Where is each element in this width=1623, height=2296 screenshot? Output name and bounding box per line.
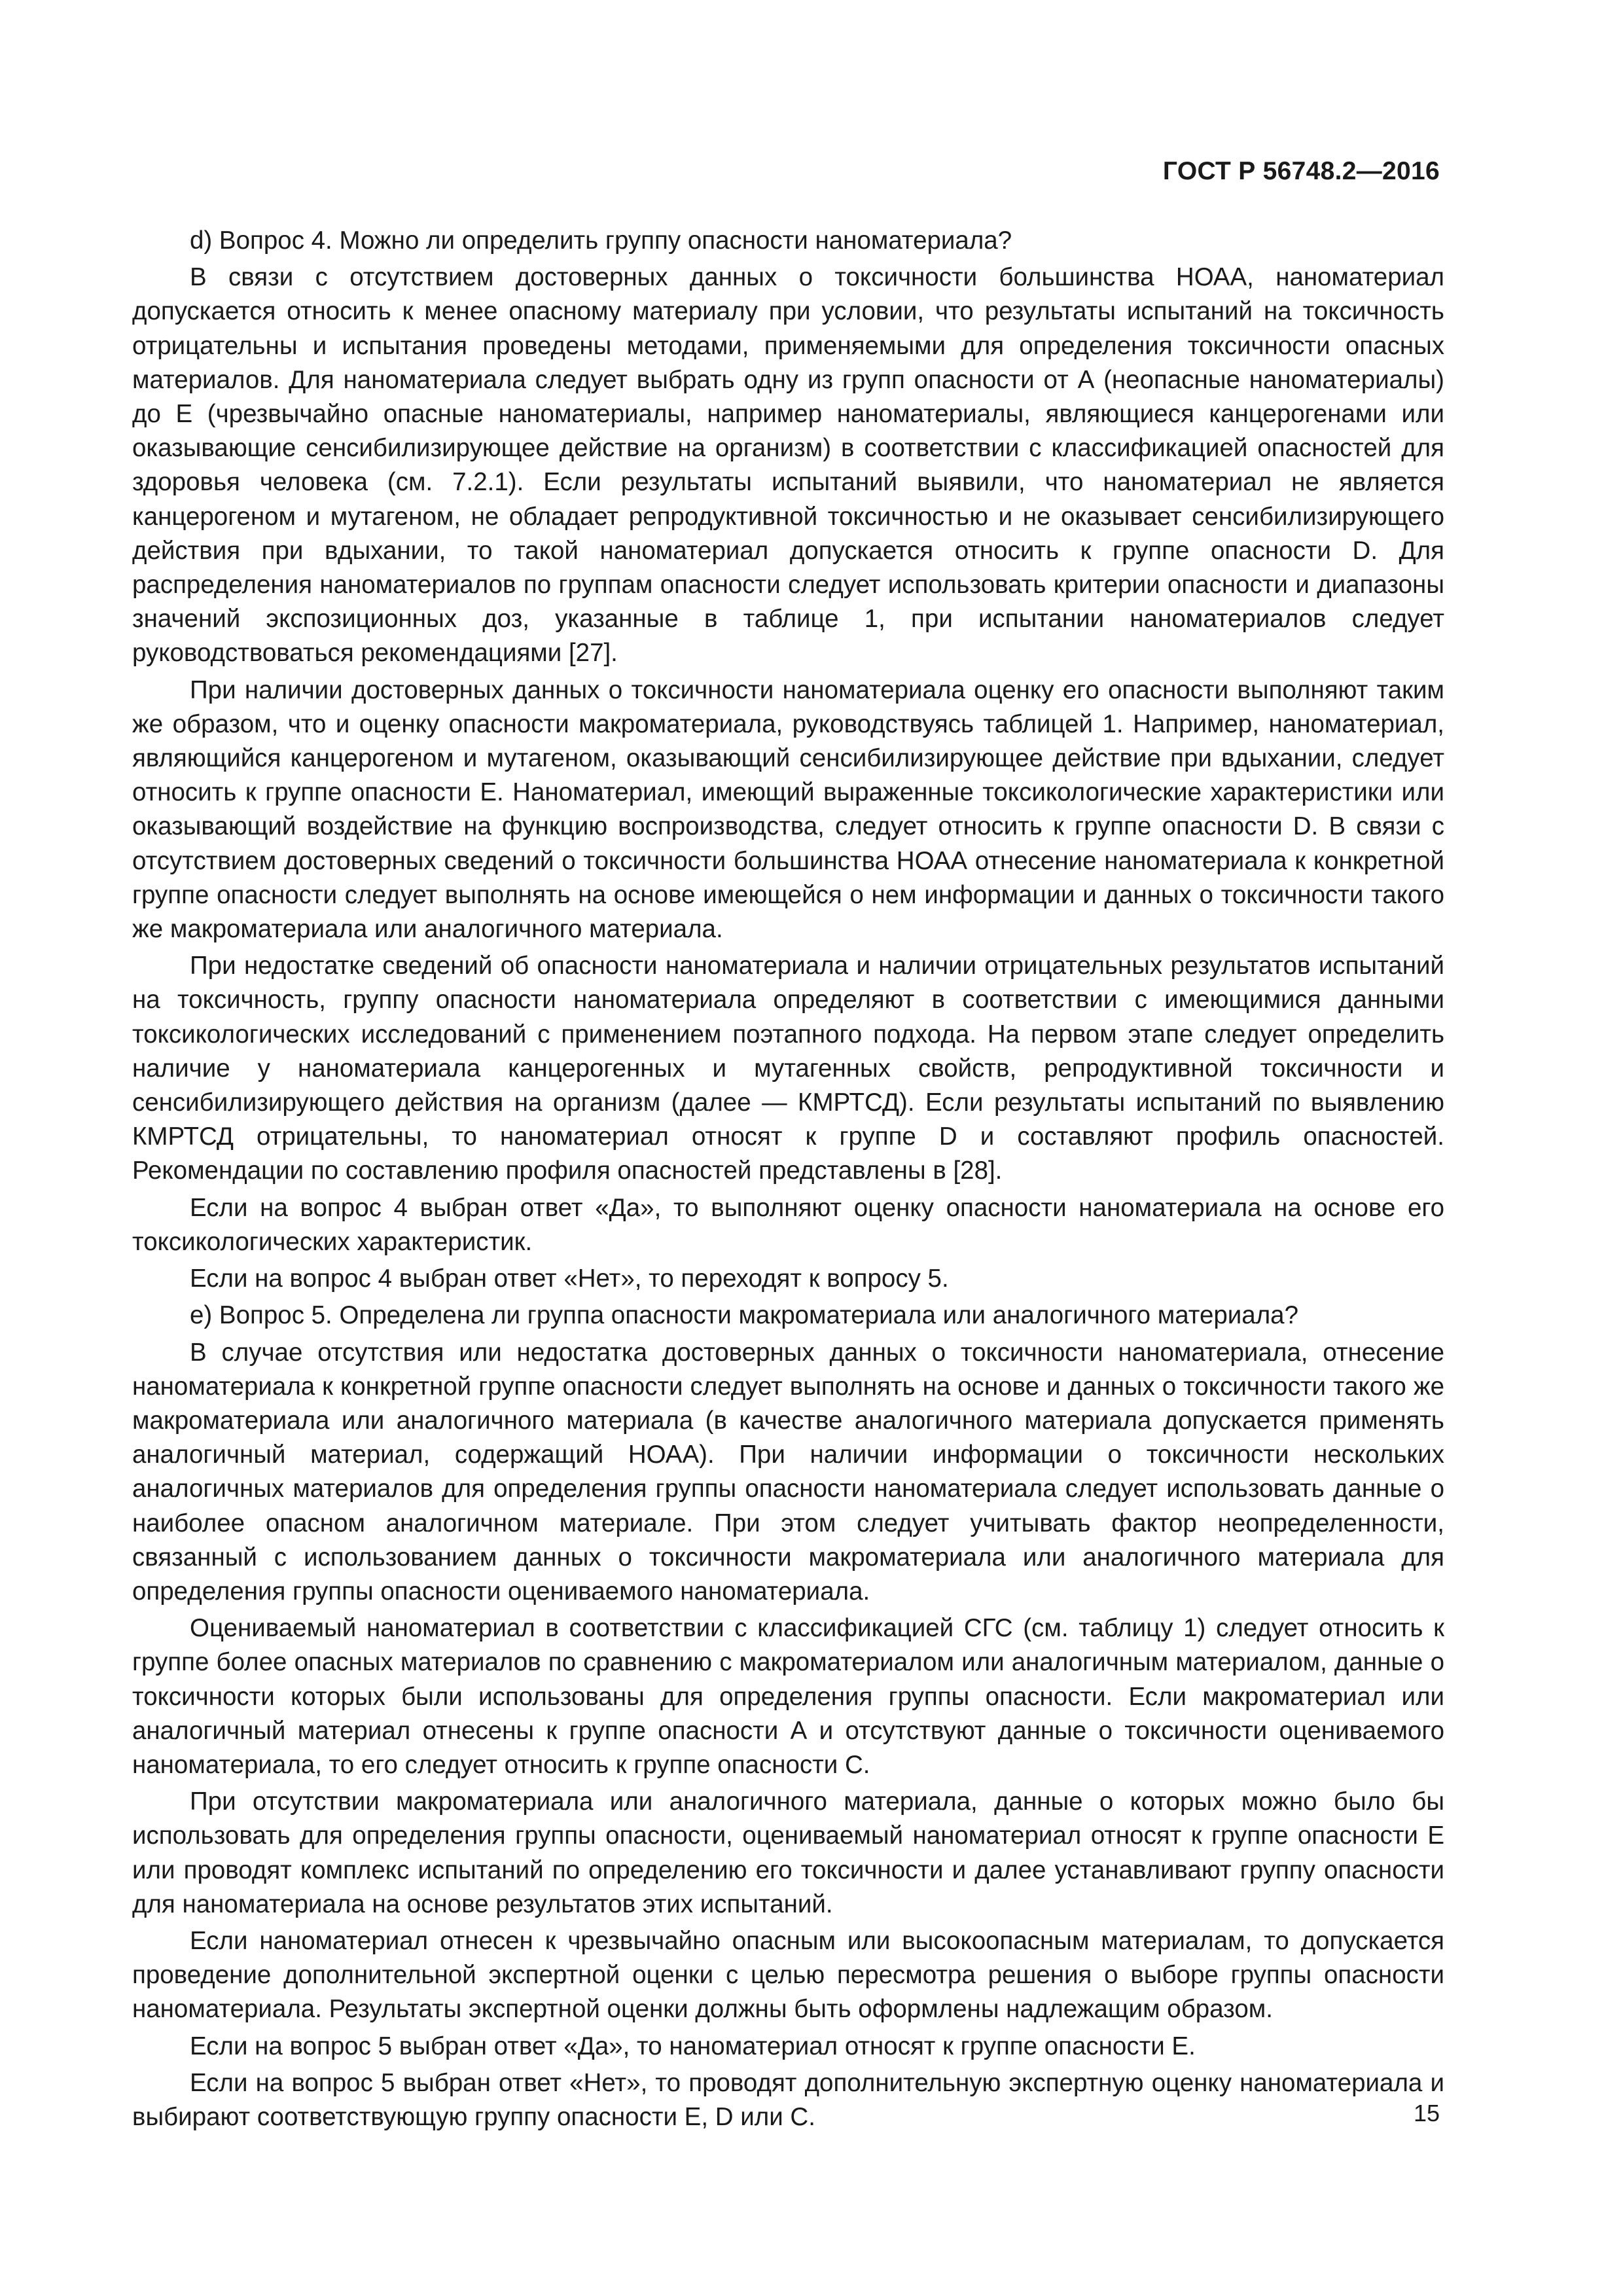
paragraph: Если на вопрос 5 выбран ответ «Нет», то проводят дополнительную экспертную оценку наноматериала и выбирают соответствующую группу опасности Е, D или С.	[132, 2068, 1444, 2131]
paragraph: Если наноматериал отнесен к чрезвычайно опасным или высокоопасным материалам, то допускается проведение дополнительной экспертной оценки с целью пересмотра решения о выборе группы опасности наноматериала. Результаты экспертной оценки должны быть оформлены надлежащим образом.	[132, 1926, 1444, 2024]
paragraph: При наличии достоверных данных о токсичности наноматериала оценку его опасности выполняют таким же образом, что и оценку опасности макроматериала, руководствуясь таблицей 1. Например, наноматериал, являющийся канцерогеном и мутагеном, оказывающий сенсибилизирующее действие при вдыхании, следует относить к группе опасности Е. Наноматериал, имеющий выраженные токсикологические характеристики или оказывающий воздействие на функцию воспроизводства, следует относить к группе опасности D. В связи с отсутствием достоверных сведений о токсичности большинства НОАА отнесение наноматериала к конкретной группе опасности следует выполнять на основе имеющейся о нем информации и данных о токсичности такого же макроматериала или аналогичного материала.	[132, 675, 1444, 944]
paragraph: Если на вопрос 5 выбран ответ «Да», то наноматериал относят к группе опасности Е.	[190, 2032, 1196, 2060]
document-header: ГОСТ Р 56748.2—2016	[1162, 157, 1440, 185]
paragraph: Если на вопрос 4 выбран ответ «Нет», то переходят к вопросу 5.	[190, 1265, 949, 1293]
paragraph: Если на вопрос 4 выбран ответ «Да», то выполняют оценку опасности наноматериала на основе его токсикологических характеристик.	[132, 1193, 1444, 1256]
page-number: 15	[1413, 2100, 1440, 2126]
document-body	[132, 224, 1444, 2137]
question-5-heading: е) Вопрос 5. Определена ли группа опасности макроматериала или аналогичного материала?	[190, 1301, 1298, 1330]
paragraph: Оцениваемый наноматериал в соответствии с классификацией СГС (см. таблицу 1) следует относить к группе более опасных материалов по сравнению с макроматериалом или аналогичным материалом, данные о токсичности которых были использованы для определения группы опасности. Если макроматериал или аналогичный материал отнесены к группе опасности А и отсутствуют данные о токсичности оцениваемого наноматериала, то его следует относить к группе опасности С.	[132, 1614, 1444, 1779]
paragraph: При отсутствии макроматериала или аналогичного материала, данные о которых можно было бы использовать для определения группы опасности, оцениваемый наноматериал относят к группе опасности Е или проводят комплекс испытаний по определению его токсичности и далее устанавливают группу опасности для наноматериала на основе результатов этих испытаний.	[132, 1787, 1444, 1918]
question-4-heading: d) Вопрос 4. Можно ли определить группу опасности наноматериала?	[190, 226, 1012, 255]
paragraph: В случае отсутствия или недостатка достоверных данных о токсичности наноматериала, отнесение наноматериала к конкретной группе опасности следует выполнять на основе и данных о токсичности такого же макроматериала или аналогичного материала (в качестве аналогичного материала допускается применять аналогичный материал, содержащий НОАА). При наличии информации о токсичности нескольких аналогичных материалов для определения группы опасности наноматериала следует использовать данные о наиболее опасном аналогичном материале. При этом следует учитывать фактор неопределенности, связанный с использованием данных о токсичности макроматериала или аналогичного материала для определения группы опасности оцениваемого наноматериала.	[132, 1338, 1444, 1605]
paragraph: При недостатке сведений об опасности наноматериала и наличии отрицательных результатов испытаний на токсичность, группу опасности наноматериала определяют в соответствии с имеющимися данными токсикологических исследований с применением поэтапного подхода. На первом этапе следует определить наличие у наноматериала канцерогенных и мутагенных свойств, репродуктивной токсичности и сенсибилизирующего действия на организм (далее — КМРТСД). Если результаты испытаний по выявлению КМРТСД отрицательны, то наноматериал относят к группе D и составляют профиль опасностей. Рекомендации по составлению профиля опасностей представлены в [28].	[132, 952, 1444, 1185]
paragraph: В связи с отсутствием достоверных данных о токсичности большинства НОАА, наноматериал допускается относить к менее опасному материалу при условии, что результаты испытаний на токсичность отрицательны и испытания проведены методами, применяемыми для определения токсичности опасных материалов. Для наноматериала следует выбрать одну из групп опасности от А (неопасные наноматериалы) до Е (чрезвычайно опасные наноматериалы, например наноматериалы, являющиеся канцерогенами или оказывающие сенсибилизирующее действие на организм) в соответствии с классификацией опасностей для здоровья человека (см. 7.2.1). Если результаты испытаний выявили, что наноматериал не является канцерогеном и мутагеном, не обладает репродуктивной токсичностью и не оказывает сенсибилизирующего действия при вдыхании, то такой наноматериал допускается относить к группе опасности D. Для распределения наноматериалов по группам опасности следует использовать критерии опасности и диапазоны значений экспозиционных доз, указанные в таблице 1, при испытании наноматериалов следует руководствоваться рекомендациями [27].	[132, 263, 1444, 668]
